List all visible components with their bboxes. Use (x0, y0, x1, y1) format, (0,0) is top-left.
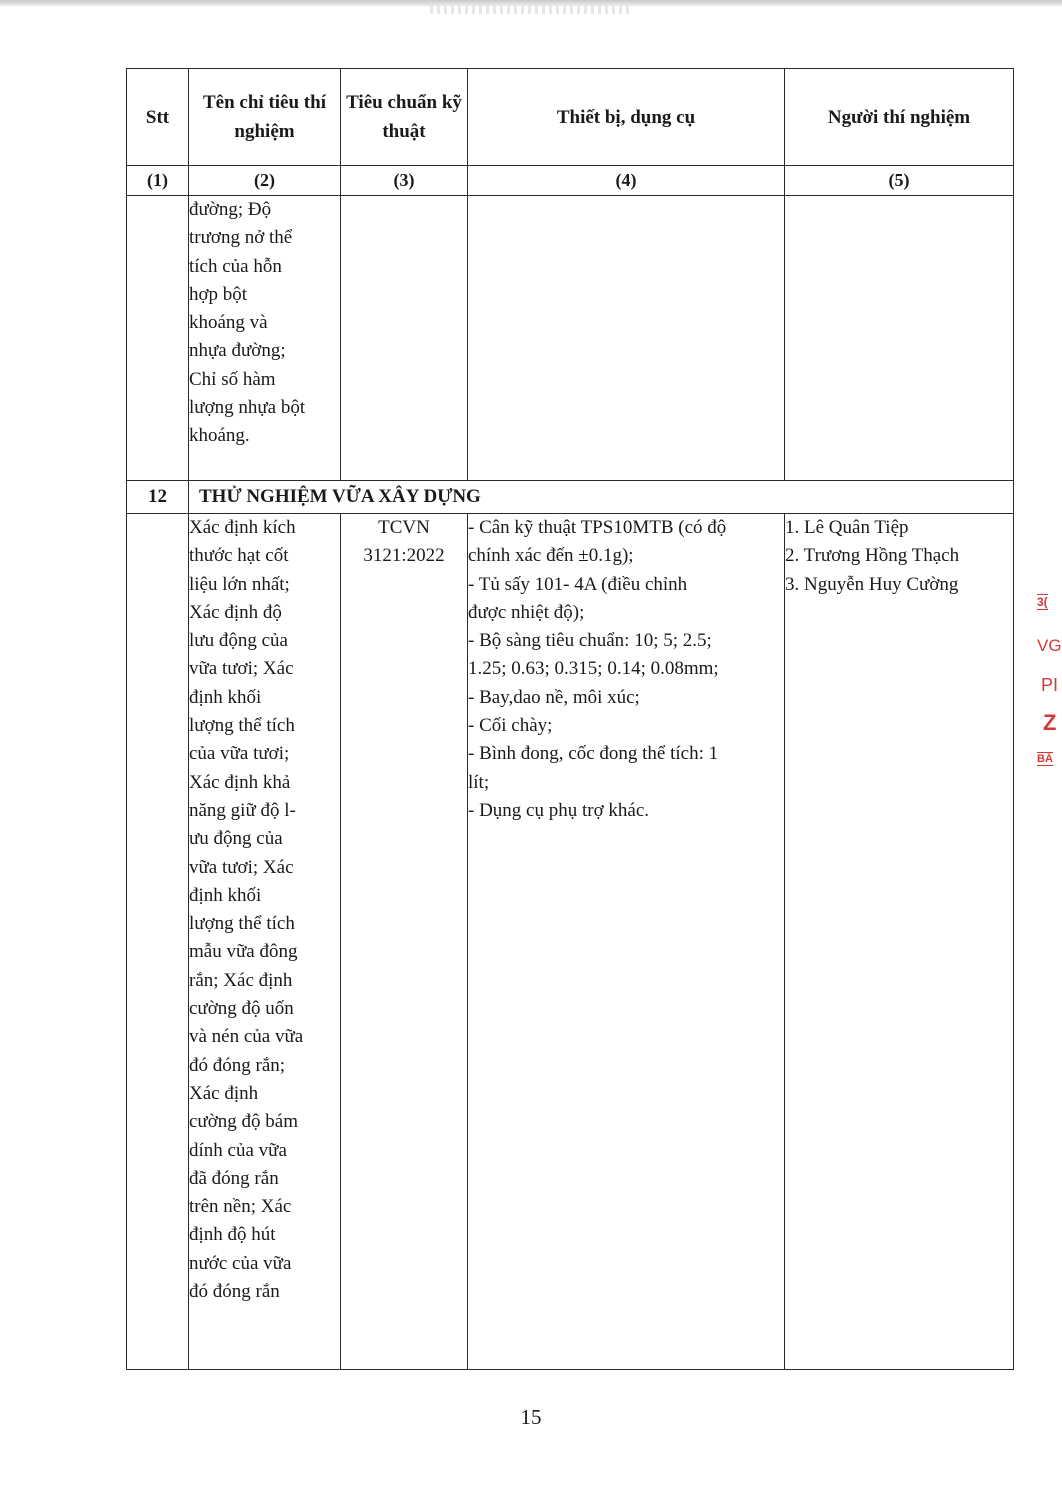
text-line: của vữa tươi; (189, 743, 290, 765)
section-header-row (127, 481, 1014, 514)
text-line: lượng thể tích (189, 913, 295, 935)
text-line: 2. Trương Hồng Thạch (785, 545, 960, 567)
text-line: Xác định (189, 1082, 259, 1104)
header-test-name: Tên chỉ tiêu thí nghiệm (189, 69, 341, 166)
red-stamp-fragment (1037, 580, 1062, 795)
header-standard: Tiêu chuẩn kỹ thuật (341, 69, 468, 166)
text-line: vữa tươi; Xác (189, 856, 294, 878)
text-line: - Bộ sàng tiêu chuẩn: 10; 5; 2.5; (468, 630, 712, 652)
text-line: cường độ bám (189, 1111, 298, 1133)
page-number: 15 (520, 1405, 542, 1429)
continuation-stt-cell (127, 196, 189, 481)
text-line: khoáng. (189, 425, 250, 447)
text-line: - Bình đong, cốc đong thể tích: 1 (468, 743, 719, 765)
stamp-text: 3( (1037, 595, 1048, 609)
section-name-cell (189, 514, 341, 1370)
stamp-text: Z (1043, 710, 1057, 735)
text-line: liệu lớn nhất; (189, 573, 290, 595)
column-number: (5) (785, 166, 1014, 196)
column-number: (4) (468, 166, 785, 196)
text-line: - Dụng cụ phụ trợ khác. (468, 799, 650, 821)
text-line: năng giữ độ l- (189, 799, 296, 821)
text-line: trên nền; Xác (189, 1196, 292, 1218)
text-line: đó đóng rắn (189, 1281, 280, 1303)
text-line: khoáng và (189, 312, 268, 334)
stamp-text: BĀ (1037, 753, 1053, 765)
continuation-equipment-cell (468, 196, 785, 481)
text-line: 1.25; 0.63; 0.315; 0.14; 0.08mm; (468, 658, 719, 680)
text-line: định độ hút (189, 1224, 276, 1246)
text-line: Xác định kích (189, 517, 296, 538)
section-title: THỬ NGHIỆM VỮA XÂY DỰNG (189, 481, 1014, 514)
text-line: định khối (189, 884, 262, 906)
section-body-row (127, 514, 1014, 1370)
text-line: thước hạt cốt (189, 545, 289, 567)
text-line: dính của vữa (189, 1139, 287, 1161)
text-line: 3. Nguyễn Huy Cường (785, 573, 959, 595)
text-line: - Bay,dao nề, môi xúc; (468, 686, 640, 708)
text-line: hợp bột (189, 283, 248, 305)
text-line: nước của vữa (189, 1252, 292, 1274)
testing-table (126, 68, 1014, 1370)
column-number-row (127, 166, 1014, 196)
text-line: 1. Lê Quân Tiệp (785, 517, 909, 538)
text-line: vữa tươi; Xác (189, 658, 294, 680)
section-number: 12 (127, 481, 189, 514)
text-line: được nhiệt độ); (468, 601, 585, 623)
continuation-row (127, 196, 1014, 481)
column-number: (3) (341, 166, 468, 196)
text-line: TCVN (378, 517, 430, 538)
header-equipment: Thiết bị, dụng cụ (468, 69, 785, 166)
text-line: tích của hỗn (189, 255, 282, 277)
section-standard-cell (341, 514, 468, 1370)
text-line: ưu động của (189, 828, 283, 850)
text-line: lượng thể tích (189, 715, 295, 737)
text-line: lít; (468, 771, 490, 793)
text-line: và nén của vữa (189, 1026, 304, 1048)
header-row (127, 69, 1014, 166)
text-line: đã đóng rắn (189, 1167, 279, 1189)
continuation-name-cell (189, 196, 341, 481)
header-tester: Người thí nghiệm (785, 69, 1014, 166)
text-line: đó đóng rắn; (189, 1054, 286, 1076)
text-line: Chỉ số hàm (189, 368, 276, 390)
text-line: Xác định khả (189, 771, 291, 793)
scan-noise (430, 6, 630, 14)
text-line: chính xác đến ±0.1g); (468, 545, 634, 567)
continuation-tester-cell (785, 196, 1014, 481)
header-stt: Stt (127, 69, 189, 166)
text-line: lượng nhựa bột (189, 397, 306, 419)
text-line: - Cân kỹ thuật TPS10MTB (có độ (468, 517, 727, 538)
section-equipment-cell (468, 514, 785, 1370)
stamp-text: PI (1041, 675, 1059, 695)
text-line: Xác định độ (189, 601, 282, 623)
section-tester-cell (785, 514, 1014, 1370)
text-line: định khối (189, 686, 262, 708)
section-stt-cell (127, 514, 189, 1370)
column-number: (2) (189, 166, 341, 196)
text-line: đường; Độ (189, 199, 272, 220)
text-line: mẫu vữa đông (189, 941, 298, 963)
text-line: trương nở thể (189, 227, 293, 249)
text-line: nhựa đường; (189, 340, 286, 362)
text-line: cường độ uốn (189, 998, 294, 1020)
text-line: lưu động của (189, 630, 288, 652)
text-line: rắn; Xác định (189, 969, 293, 991)
text-line: - Cối chày; (468, 715, 553, 737)
stamp-text: VG (1037, 636, 1062, 655)
column-number: (1) (127, 166, 189, 196)
text-line: - Tủ sấy 101- 4A (điều chỉnh (468, 573, 688, 595)
text-line: 3121:2022 (363, 545, 445, 567)
continuation-standard-cell (341, 196, 468, 481)
